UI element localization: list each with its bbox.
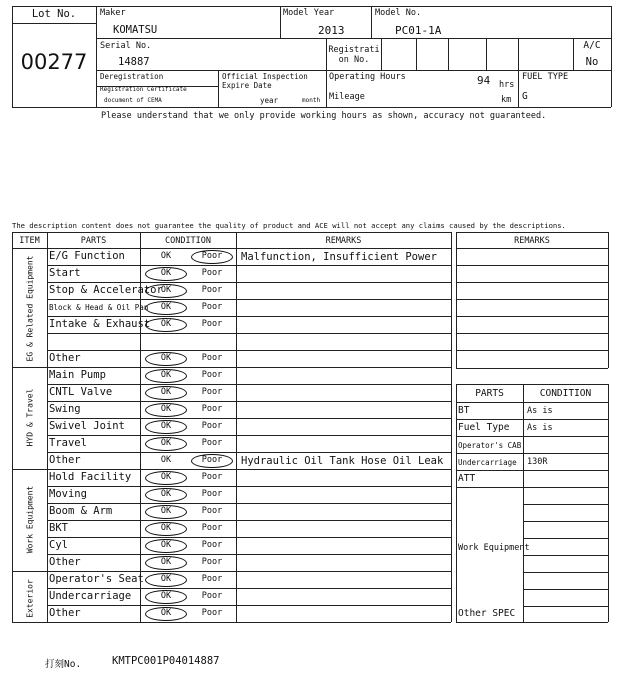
right-parts-header: PARTS: [475, 388, 504, 399]
group-label-eg-related: EG & Related Equipment: [25, 255, 35, 362]
part-name: Cyl: [49, 539, 68, 551]
model-no-value: PC01-1A: [395, 24, 442, 37]
condition-ok-option[interactable]: OK: [160, 489, 172, 499]
part-name: BKT: [49, 522, 68, 534]
condition-ok-option[interactable]: OK: [160, 370, 172, 380]
model-year-label: Model Year: [283, 8, 335, 18]
condition-ok-option[interactable]: OK: [160, 421, 172, 431]
condition-poor-option[interactable]: Poor: [201, 540, 223, 550]
fuel-type-value: G: [522, 91, 528, 102]
condition-poor-option[interactable]: Poor: [201, 472, 223, 482]
spec-condition-value: As is: [527, 423, 553, 433]
right-condition-header: CONDITION: [539, 388, 592, 399]
selected-ok-circle: [145, 284, 187, 298]
col-remarks-header: REMARKS: [325, 236, 362, 246]
month-label: month: [302, 97, 321, 104]
group-label-exterior: Exterior: [25, 579, 35, 618]
selected-ok-circle: [145, 318, 187, 332]
selected-ok-circle: [145, 488, 187, 502]
part-name: CNTL Valve: [49, 386, 113, 398]
year-label: year: [260, 96, 279, 105]
part-name: Undercarriage: [49, 590, 132, 602]
condition-ok-option[interactable]: OK: [160, 438, 172, 448]
hours-accuracy-note: Please understand that we only provide working hours as shown, accuracy not guaranteed.: [101, 111, 547, 121]
spec-part-name: Fuel Type: [458, 422, 510, 433]
condition-ok-option[interactable]: OK: [160, 455, 172, 465]
official-inspection-label-line2: Expire Date: [222, 81, 272, 90]
spec-condition-value: 130R: [527, 457, 548, 467]
condition-ok-option[interactable]: OK: [160, 251, 172, 261]
selected-ok-circle: [145, 522, 187, 536]
condition-poor-option[interactable]: Poor: [201, 489, 223, 499]
model-year-value: 2013: [318, 24, 345, 37]
ac-label: A/C: [583, 40, 601, 51]
condition-poor-option[interactable]: Poor: [201, 268, 223, 278]
registration-no-label-line2: on No.: [338, 55, 370, 65]
stamp-no-label: 打刻No.: [45, 659, 82, 670]
disclaimer-text: The description content does not guarantee the quality of product and ACE will not accept any claims caused by the descriptions.: [12, 221, 566, 230]
ac-value: No: [585, 56, 599, 68]
selected-ok-circle: [145, 352, 187, 366]
spec-part-name: Operator's CAB: [458, 441, 522, 450]
condition-ok-option[interactable]: OK: [160, 608, 172, 618]
registration-no-label-line1: Registrati: [328, 45, 380, 55]
serial-no-label: Serial No.: [100, 41, 152, 51]
selected-ok-circle: [145, 369, 187, 383]
condition-poor-option[interactable]: Poor: [201, 506, 223, 516]
official-inspection-label-line1: Official Inspection: [222, 72, 308, 81]
deregistration-label: Deregistration: [100, 72, 164, 81]
selected-ok-circle: [145, 573, 187, 587]
registration-certificate-label: Registration Certificate: [100, 86, 187, 93]
spec-part-name: BT: [458, 405, 470, 416]
km-label: km: [501, 95, 512, 105]
part-name: Other: [49, 454, 81, 466]
condition-poor-option[interactable]: Poor: [201, 353, 223, 363]
condition-ok-option[interactable]: OK: [160, 523, 172, 533]
maker-label: Maker: [100, 8, 126, 18]
condition-poor-option[interactable]: Poor: [201, 370, 223, 380]
condition-ok-option[interactable]: OK: [160, 319, 172, 329]
condition-poor-option[interactable]: Poor: [201, 608, 223, 618]
condition-poor-option[interactable]: Poor: [201, 251, 223, 261]
selected-ok-circle: [145, 471, 187, 485]
maker-value: KOMATSU: [113, 24, 158, 36]
condition-poor-option[interactable]: Poor: [201, 421, 223, 431]
condition-ok-option[interactable]: OK: [160, 404, 172, 414]
spec-condition-value: As is: [527, 406, 553, 416]
condition-poor-option[interactable]: Poor: [201, 523, 223, 533]
operating-hours-label: Operating Hours: [329, 72, 406, 82]
condition-ok-option[interactable]: OK: [160, 591, 172, 601]
selected-poor-circle: [191, 250, 233, 264]
condition-poor-option[interactable]: Poor: [201, 591, 223, 601]
hrs-label: hrs: [499, 80, 515, 90]
condition-poor-option[interactable]: Poor: [201, 438, 223, 448]
spec-part-name: Undercarriage: [458, 458, 517, 467]
part-name: Other: [49, 607, 81, 619]
group-label-hyd-travel: HYD & Travel: [25, 388, 35, 447]
selected-ok-circle: [145, 556, 187, 570]
selected-ok-circle: [145, 437, 187, 451]
selected-ok-circle: [145, 539, 187, 553]
part-name: Other: [49, 352, 81, 364]
condition-ok-option[interactable]: OK: [160, 540, 172, 550]
condition-poor-option[interactable]: Poor: [201, 557, 223, 567]
condition-poor-option[interactable]: Poor: [201, 319, 223, 329]
condition-ok-option[interactable]: OK: [160, 574, 172, 584]
selected-poor-circle: [191, 454, 233, 468]
part-name: Swivel Joint: [49, 420, 125, 432]
right-remarks-header: REMARKS: [514, 236, 550, 246]
col-item-header: ITEM: [19, 236, 40, 246]
condition-ok-option[interactable]: OK: [160, 268, 172, 278]
part-name: Stop & Accelerator: [49, 284, 163, 296]
lot-no-label: Lot No.: [31, 8, 77, 20]
condition-poor-option[interactable]: Poor: [201, 302, 223, 312]
part-name: E/G Function: [49, 250, 125, 262]
remark-text: Hydraulic Oil Tank Hose Oil Leak: [241, 455, 444, 467]
document-cema-label: document of CEMA: [104, 97, 162, 104]
condition-poor-option[interactable]: Poor: [201, 387, 223, 397]
selected-ok-circle: [145, 607, 187, 621]
selected-ok-circle: [145, 403, 187, 417]
part-name: Intake & Exhaust: [49, 318, 151, 330]
model-no-label: Model No.: [375, 8, 422, 18]
condition-ok-option[interactable]: OK: [160, 285, 172, 295]
condition-poor-option[interactable]: Poor: [201, 455, 223, 465]
part-name: Operator's Seat: [49, 573, 144, 585]
condition-ok-option[interactable]: OK: [160, 557, 172, 567]
col-condition-header: CONDITION: [164, 236, 212, 246]
work-equipment-label: Work Equipment: [458, 543, 530, 553]
selected-ok-circle: [145, 301, 187, 315]
part-name: Main Pump: [49, 369, 106, 381]
selected-ok-circle: [145, 267, 187, 281]
condition-ok-option[interactable]: OK: [160, 472, 172, 482]
part-name: Block & Head & Oil Pan: [49, 303, 149, 312]
condition-ok-option[interactable]: OK: [160, 353, 172, 363]
condition-poor-option[interactable]: Poor: [201, 285, 223, 295]
part-name: Boom & Arm: [49, 505, 113, 517]
stamp-no-value: KMTPC001P04014887: [112, 655, 220, 667]
condition-ok-option[interactable]: OK: [160, 302, 172, 312]
selected-ok-circle: [145, 505, 187, 519]
condition-poor-option[interactable]: Poor: [201, 404, 223, 414]
condition-ok-option[interactable]: OK: [160, 387, 172, 397]
part-name: Swing: [49, 403, 81, 415]
condition-poor-option[interactable]: Poor: [201, 574, 223, 584]
part-name: Moving: [49, 488, 87, 500]
operating-hours-value: 94: [477, 74, 491, 87]
lot-no-value: 00277: [20, 50, 88, 74]
serial-no-value: 14887: [118, 56, 150, 68]
part-name: Travel: [49, 437, 87, 449]
mileage-label: Mileage: [329, 92, 365, 102]
selected-ok-circle: [145, 420, 187, 434]
part-name: Other: [49, 556, 81, 568]
other-spec-label: Other SPEC: [458, 608, 516, 619]
part-name: Start: [49, 267, 81, 279]
group-label-work-equipment: Work Equipment: [25, 485, 35, 554]
condition-ok-option[interactable]: OK: [160, 506, 172, 516]
spec-part-name: ATT: [458, 473, 476, 484]
remark-text: Malfunction, Insufficient Power: [241, 251, 437, 263]
col-parts-header: PARTS: [80, 236, 107, 246]
part-name: Hold Facility: [49, 471, 132, 483]
fuel-type-label: FUEL TYPE: [522, 72, 569, 82]
selected-ok-circle: [145, 386, 187, 400]
selected-ok-circle: [145, 590, 187, 604]
